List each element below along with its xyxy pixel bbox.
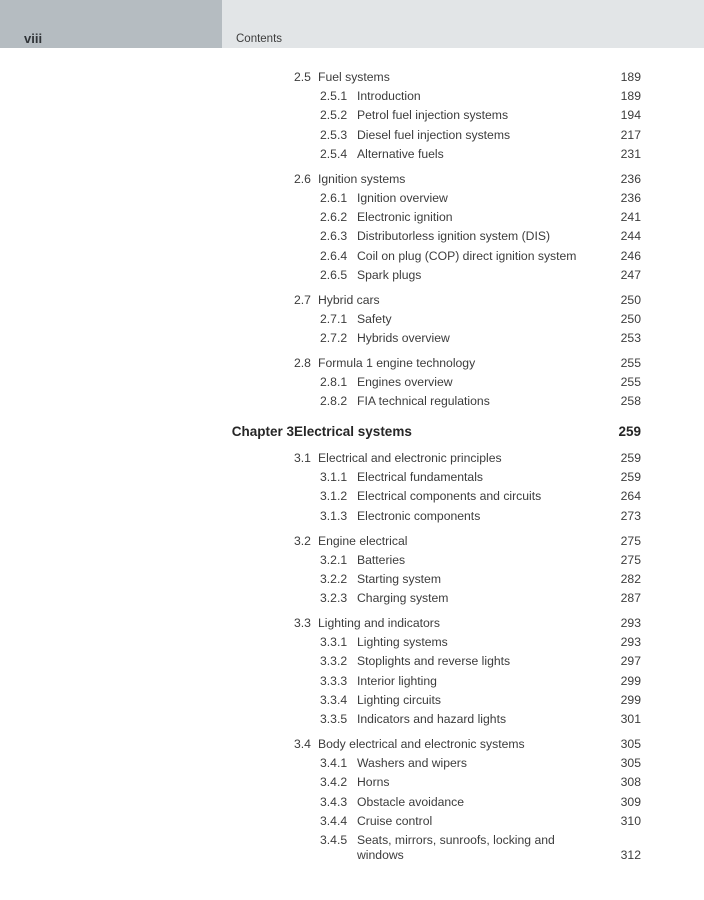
toc-section-3-4 <box>0 737 704 755</box>
section-title: Formula 1 engine technology <box>318 356 476 370</box>
toc-subsection-3-1-2 <box>0 489 704 507</box>
subsection-page: 273 <box>620 509 641 523</box>
subsection-page: 293 <box>620 635 641 649</box>
subsection-number: 3.2.3 <box>320 591 348 605</box>
subsection-title: Spark plugs <box>357 268 422 282</box>
section-title: Body electrical and electronic systems <box>318 737 525 751</box>
subsection-page: 310 <box>620 814 641 828</box>
header-right-band <box>222 0 704 48</box>
toc-subsection-3-4-2 <box>0 775 704 793</box>
subsection-title: FIA technical regulations <box>357 394 490 408</box>
page-number: viii <box>24 31 43 46</box>
toc-section-3-1 <box>0 451 704 469</box>
section-page: 236 <box>620 172 641 186</box>
subsection-page: 299 <box>620 674 641 688</box>
subsection-title: Safety <box>357 312 392 326</box>
subsection-number: 3.4.3 <box>320 795 348 809</box>
subsection-number: 3.1.2 <box>320 489 348 503</box>
subsection-title: Interior lighting <box>357 674 437 688</box>
running-head: Contents <box>236 33 283 45</box>
toc-subsection-2-6-3 <box>0 229 704 247</box>
toc-subsection-2-5-1 <box>0 89 704 107</box>
subsection-page: 189 <box>620 89 641 103</box>
subsection-number: 3.1.1 <box>320 470 348 484</box>
subsection-page: 297 <box>620 654 641 668</box>
subsection-title: Distributorless ignition system (DIS) <box>357 229 551 243</box>
subsection-page: 299 <box>620 693 641 707</box>
toc-subsection-2-8-2 <box>0 394 704 412</box>
subsection-number: 3.4.4 <box>320 814 348 828</box>
subsection-number: 3.4.2 <box>320 775 348 789</box>
subsection-title: Batteries <box>357 553 406 567</box>
section-number: 3.4 <box>294 737 311 751</box>
toc-subsection-3-4-5-continued <box>0 848 704 866</box>
subsection-title: Diesel fuel injection systems <box>357 128 511 142</box>
toc-subsection-3-3-3 <box>0 674 704 692</box>
section-title: Hybrid cars <box>318 293 380 307</box>
toc-subsection-3-3-2 <box>0 654 704 672</box>
chapter-label: Chapter 3 <box>231 424 294 439</box>
section-title: Fuel systems <box>318 70 390 84</box>
section-number: 2.6 <box>294 172 311 186</box>
toc-subsection-3-2-2 <box>0 572 704 590</box>
toc-section-2-7 <box>0 293 704 311</box>
subsection-page: 250 <box>620 312 641 326</box>
subsection-page: 287 <box>620 591 641 605</box>
section-number: 3.3 <box>294 616 311 630</box>
subsection-title: Stoplights and reverse lights <box>357 654 511 668</box>
subsection-page: 244 <box>620 229 641 243</box>
toc-section-3-2 <box>0 534 704 552</box>
toc-subsection-2-6-2 <box>0 210 704 228</box>
subsection-page: 247 <box>620 268 641 282</box>
toc-subsection-2-6-4 <box>0 249 704 267</box>
subsection-number: 2.5.4 <box>320 147 348 161</box>
subsection-title: Electrical fundamentals <box>357 470 483 484</box>
section-page: 189 <box>620 70 641 84</box>
subsection-title-continued: windows <box>357 848 404 862</box>
subsection-number: 3.4.1 <box>320 756 348 770</box>
subsection-page: 231 <box>620 147 641 161</box>
subsection-number: 3.3.2 <box>320 654 348 668</box>
section-title: Electrical and electronic principles <box>318 451 502 465</box>
subsection-title: Starting system <box>357 572 441 586</box>
subsection-page: 301 <box>620 712 641 726</box>
toc-chapter-3 <box>0 424 704 444</box>
chapter-page: 259 <box>618 424 641 439</box>
subsection-title: Charging system <box>357 591 449 605</box>
toc-subsection-3-4-3 <box>0 795 704 813</box>
toc-subsection-2-7-2 <box>0 331 704 349</box>
toc-subsection-2-5-2 <box>0 108 704 126</box>
toc-subsection-2-6-5 <box>0 268 704 286</box>
subsection-number: 3.3.3 <box>320 674 348 688</box>
section-title: Ignition systems <box>318 172 406 186</box>
toc-subsection-3-3-1 <box>0 635 704 653</box>
toc-subsection-3-2-3 <box>0 591 704 609</box>
subsection-number: 2.5.1 <box>320 89 348 103</box>
subsection-title: Seats, mirrors, sunroofs, locking and <box>357 833 555 847</box>
subsection-number: 2.8.1 <box>320 375 348 389</box>
subsection-title: Hybrids overview <box>357 331 450 345</box>
subsection-number: 3.3.5 <box>320 712 348 726</box>
section-number: 2.5 <box>294 70 311 84</box>
subsection-page: 259 <box>620 470 641 484</box>
subsection-title: Horns <box>357 775 390 789</box>
subsection-number: 3.2.1 <box>320 553 348 567</box>
subsection-title: Lighting circuits <box>357 693 441 707</box>
subsection-page: 253 <box>620 331 641 345</box>
section-page: 250 <box>620 293 641 307</box>
subsection-number: 3.3.1 <box>320 635 348 649</box>
subsection-title: Introduction <box>357 89 421 103</box>
subsection-number: 3.1.3 <box>320 509 348 523</box>
subsection-page: 258 <box>620 394 641 408</box>
subsection-title: Electronic components <box>357 509 481 523</box>
toc-section-2-5 <box>0 70 704 88</box>
subsection-title: Petrol fuel injection systems <box>357 108 509 122</box>
subsection-page: 246 <box>620 249 641 263</box>
subsection-title: Obstacle avoidance <box>357 795 465 809</box>
subsection-title: Coil on plug (COP) direct ignition system <box>357 249 577 263</box>
toc-subsection-3-3-4 <box>0 693 704 711</box>
subsection-number: 2.5.2 <box>320 108 348 122</box>
section-number: 2.7 <box>294 293 311 307</box>
toc-subsection-3-3-5 <box>0 712 704 730</box>
page-header <box>0 0 704 48</box>
subsection-page: 305 <box>620 756 641 770</box>
subsection-number: 2.6.2 <box>320 210 348 224</box>
toc-section-2-8 <box>0 356 704 374</box>
subsection-title: Cruise control <box>357 814 433 828</box>
subsection-number: 2.6.4 <box>320 249 348 263</box>
subsection-page: 236 <box>620 191 641 205</box>
subsection-number: 2.6.1 <box>320 191 348 205</box>
toc-subsection-2-5-4 <box>0 147 704 165</box>
subsection-number: 2.5.3 <box>320 128 348 142</box>
subsection-page: 264 <box>620 489 641 503</box>
section-page: 259 <box>620 451 641 465</box>
toc-subsection-3-1-1 <box>0 470 704 488</box>
section-number: 3.1 <box>294 451 311 465</box>
subsection-number: 2.7.2 <box>320 331 348 345</box>
subsection-page: 255 <box>620 375 641 389</box>
toc-subsection-3-1-3 <box>0 509 704 527</box>
subsection-title: Washers and wipers <box>357 756 467 770</box>
subsection-page: 309 <box>620 795 641 809</box>
subsection-title: Ignition overview <box>357 191 448 205</box>
subsection-number: 2.7.1 <box>320 312 348 326</box>
subsection-number: 3.4.5 <box>320 833 348 847</box>
subsection-title: Engines overview <box>357 375 453 389</box>
section-page: 305 <box>620 737 641 751</box>
subsection-number: 2.8.2 <box>320 394 348 408</box>
subsection-title: Lighting systems <box>357 635 448 649</box>
toc-subsection-2-8-1 <box>0 375 704 393</box>
section-title: Lighting and indicators <box>318 616 440 630</box>
subsection-title: Indicators and hazard lights <box>357 712 507 726</box>
toc-subsection-2-5-3 <box>0 128 704 146</box>
subsection-number: 3.2.2 <box>320 572 348 586</box>
section-page: 293 <box>620 616 641 630</box>
subsection-page: 308 <box>620 775 641 789</box>
section-number: 2.8 <box>294 356 311 370</box>
chapter-title: Electrical systems <box>294 424 412 439</box>
subsection-page: 282 <box>620 572 641 586</box>
toc-subsection-3-4-1 <box>0 756 704 774</box>
subsection-page: 275 <box>620 553 641 567</box>
toc-subsection-2-6-1 <box>0 191 704 209</box>
subsection-page: 312 <box>620 848 641 862</box>
toc-section-2-6 <box>0 172 704 190</box>
toc-subsection-2-7-1 <box>0 312 704 330</box>
subsection-number: 3.3.4 <box>320 693 348 707</box>
subsection-number: 2.6.5 <box>320 268 348 282</box>
subsection-page: 241 <box>620 210 641 224</box>
toc-section-3-3 <box>0 616 704 634</box>
section-page: 255 <box>620 356 641 370</box>
toc-subsection-3-4-4 <box>0 814 704 832</box>
subsection-title: Electrical components and circuits <box>357 489 542 503</box>
subsection-title: Alternative fuels <box>357 147 444 161</box>
toc-subsection-3-2-1 <box>0 553 704 571</box>
subsection-number: 2.6.3 <box>320 229 348 243</box>
subsection-title: Electronic ignition <box>357 210 453 224</box>
subsection-page: 217 <box>620 128 641 142</box>
subsection-page: 194 <box>620 108 641 122</box>
section-number: 3.2 <box>294 534 311 548</box>
section-title: Engine electrical <box>318 534 408 548</box>
section-page: 275 <box>620 534 641 548</box>
